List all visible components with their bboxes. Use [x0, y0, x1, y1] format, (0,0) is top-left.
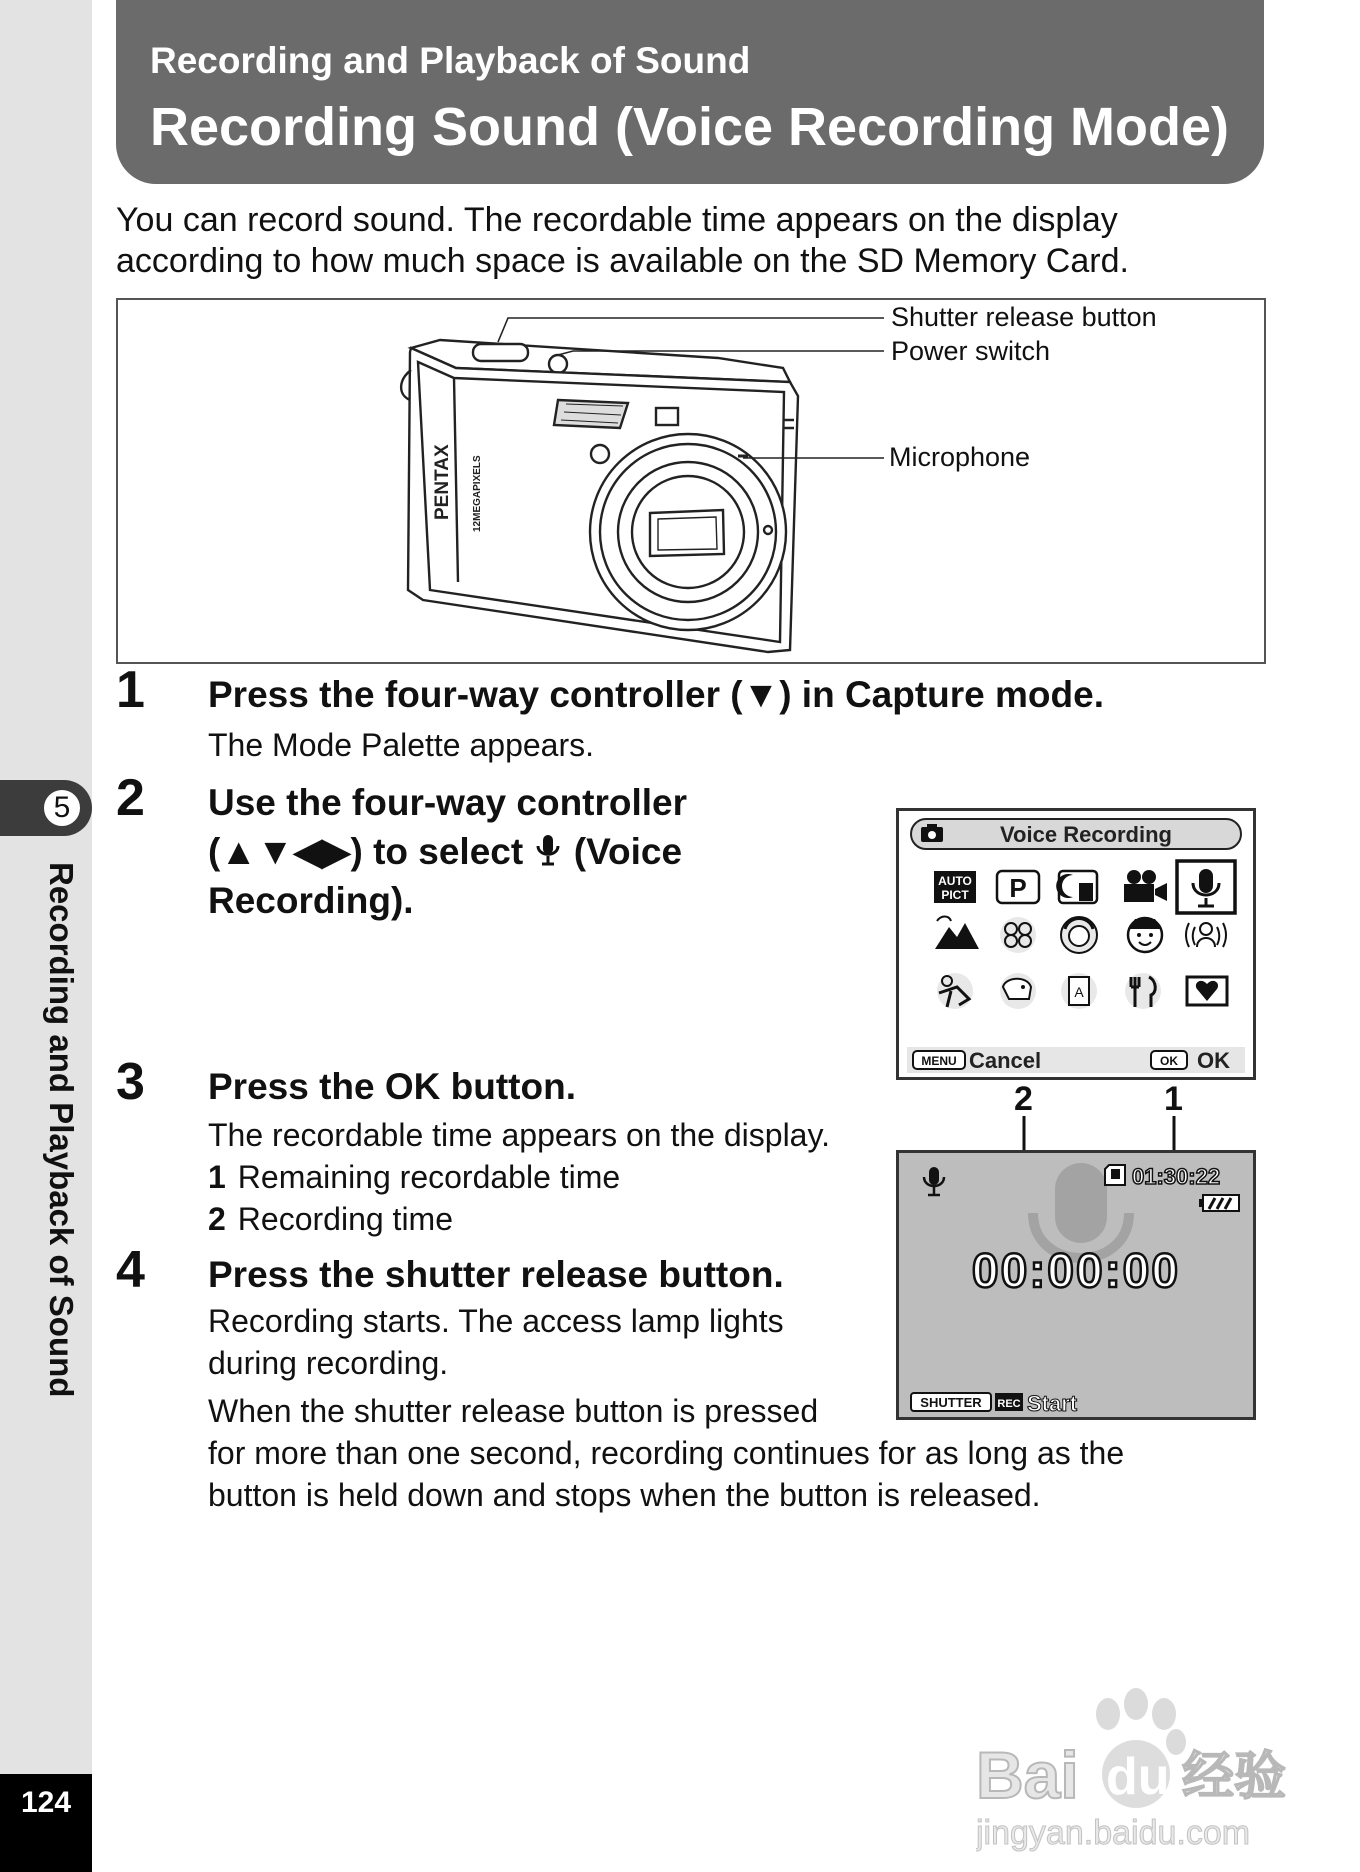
step-text-line: Recording starts. The access lamp lights: [208, 1303, 784, 1339]
night-scene-icon: [1056, 871, 1097, 903]
svg-text:OK: OK: [1160, 1054, 1178, 1068]
menu-key-icon: [913, 1051, 965, 1069]
step-text-line: button is held down and stops when the button is released.: [208, 1477, 1041, 1513]
battery-icon: [1199, 1195, 1239, 1211]
svg-text:A: A: [1074, 984, 1084, 1000]
ok-label: OK: [1197, 1048, 1230, 1073]
step-3-title: Press the OK button.: [208, 1066, 576, 1107]
step-text-line: during recording.: [208, 1345, 449, 1381]
step-2-title: [208, 778, 768, 925]
step-2-title-part: (Voice: [573, 831, 683, 872]
intro-line: You can record sound. The recordable time appears on the display: [116, 201, 1118, 239]
svg-text:MENU: MENU: [921, 1054, 957, 1068]
callout-microphone: Microphone: [889, 442, 1031, 472]
watermark-brand-2: du: [1106, 1748, 1170, 1806]
chapter-number: 5: [42, 788, 82, 828]
step-1-title: Press the four-way controller (▼) in Capture mode.: [208, 674, 1104, 715]
camera-illustration: [118, 300, 1264, 662]
page-header: [116, 0, 1264, 184]
ok-key-icon: [1151, 1051, 1187, 1069]
list-item: 2 Recording time: [208, 1201, 453, 1237]
movie-icon: [1124, 870, 1167, 902]
watermark-url: jingyan.baidu.com: [976, 1814, 1251, 1852]
step-1-text: [208, 724, 594, 766]
start-label: Start: [1027, 1391, 1078, 1416]
list-item: 1 Remaining recordable time: [208, 1159, 621, 1195]
recording-time: 00:00:00: [971, 1245, 1181, 1298]
sport-icon: [937, 973, 973, 1009]
landscape-icon: [935, 917, 979, 950]
svg-text:P: P: [1009, 873, 1027, 903]
surf-snow-icon: [1186, 923, 1226, 947]
mode-palette-title: Voice Recording: [1000, 822, 1172, 847]
callout-power-switch: Power switch: [891, 336, 1051, 366]
cancel-label: Cancel: [969, 1048, 1042, 1073]
intro-text: [116, 200, 1266, 282]
kids-icon: [1128, 918, 1162, 952]
page-number: 124: [20, 1786, 72, 1819]
page-title: Recording Sound (Voice Recording Mode): [150, 97, 1230, 157]
auto-pict-icon: [934, 871, 976, 903]
svg-text:SHUTTER: SHUTTER: [920, 1395, 982, 1410]
program-icon: [997, 871, 1039, 903]
watermark-brand: Bai: [976, 1738, 1079, 1812]
step-text-line: The Mode Palette appears.: [208, 727, 595, 763]
portrait-icon: [1061, 917, 1097, 953]
watermark-cn: 经验: [1182, 1748, 1287, 1806]
camera-brand: PENTAX: [432, 444, 453, 520]
step-4-number: 4: [116, 1241, 145, 1299]
step-2-number: 2: [116, 769, 145, 827]
mode-palette-screen: [896, 808, 1256, 1080]
svg-text:AUTO: AUTO: [938, 874, 972, 888]
step-text-line: When the shutter release button is pressed: [208, 1393, 819, 1429]
step-1-number: 1: [116, 661, 145, 719]
step-2-title-line: Use the four-way controller: [208, 782, 688, 823]
step-text-line: for more than one second, recording continues for as long as the: [208, 1435, 1125, 1471]
svg-text:REC: REC: [997, 1398, 1021, 1410]
voice-recording-icon: [924, 1167, 944, 1195]
step-2-title-line: [208, 827, 768, 876]
step-4-title: Press the shutter release button.: [208, 1254, 784, 1295]
step-2-title-line: Recording).: [208, 880, 414, 921]
text-icon: [1061, 973, 1097, 1009]
step-2-title-part: (▲▼◀▶) to select: [208, 831, 524, 872]
intro-line: according to how much space is available on the SD Memory Card.: [116, 242, 1129, 280]
food-icon: [1125, 973, 1161, 1009]
callout-shutter-release: Shutter release button: [891, 302, 1157, 332]
frame-icon: [1187, 977, 1227, 1005]
chapter-title: Recording and Playback of Sound: [43, 862, 80, 1398]
camera-megapixels: 12MEGAPIXELS: [472, 455, 483, 532]
remaining-time: 01:30:22: [1132, 1164, 1221, 1189]
step-text-line: The recordable time appears on the display.: [208, 1117, 830, 1153]
step-3-number: 3: [116, 1053, 145, 1111]
section-title: Recording and Playback of Sound: [150, 40, 751, 81]
step-4-text: [208, 1300, 1258, 1516]
flower-icon: [1000, 917, 1036, 953]
sd-card-icon: [1105, 1165, 1125, 1185]
camera-figure: [116, 298, 1266, 664]
marker-1: 1: [1164, 1080, 1183, 1118]
svg-text:PICT: PICT: [941, 888, 969, 902]
voice-recording-icon: [533, 832, 563, 868]
pet-icon: [1000, 973, 1036, 1009]
baidu-watermark: [976, 1686, 1306, 1856]
marker-2: 2: [1014, 1080, 1033, 1118]
side-strip: [0, 0, 92, 1872]
